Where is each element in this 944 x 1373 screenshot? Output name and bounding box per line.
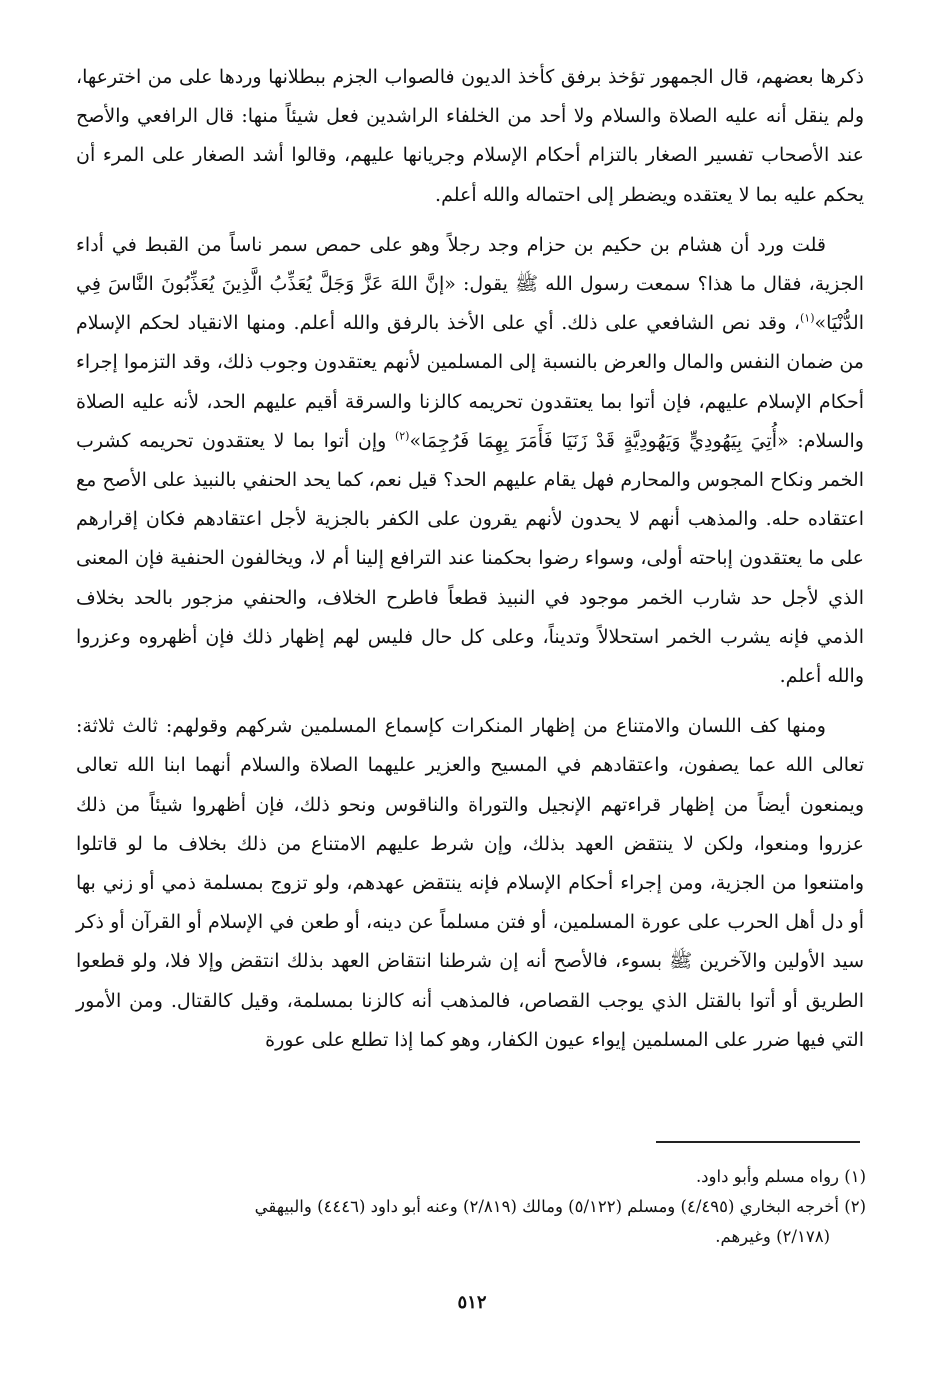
footnote-2: (٢) أخرجه البخاري (٤/٤٩٥) ومسلم (٥/١٢٢) ومالك (٢/٨١٩) وعنه أبو داود (٤٤٤٦) والبيهقي: [254, 1197, 866, 1216]
footnote-1: (١) رواه مسلم وأبو داود.: [695, 1167, 866, 1186]
footnote-ref-2: (٢): [394, 429, 410, 443]
paragraph-2-part-2: ، وقد نص الشافعي على ذلك. أي على الأخذ بالرفق والله أعلم. ومنها الانقياد لحكم الإسلام من ضمان النفس والمال والعرض بالنسبة إلى المسلمين لأنهم يعتقدون وجوب ذلك، وقد التزموا إجراء أحكام الإسلام عليهم، فإن أتوا بما يعتقدون تحريمه كالزنا والسرقة أقيم عليهم الحد، لأنه عليه الصلاة والسلام: «أُتِيَ بِيَهُودِيٍّ وَيَهُودِيَّةٍ قَدْ زَنَيَا فَأَمَرَ بِهِمَا فَرُجِمَا»: [76, 312, 864, 452]
paragraph-2-part-1: قلت ورد أن هشام بن حكيم بن حزام وجد رجلاً وهو على حمص سمر ناساً من القبط في أداء الجزية، فقال ما هذا؟ سمعت رسول الله ﷺ يقول: «إنَّ اللهَ عَزَّ وَجَلَّ يُعَذِّبُ الَّذِينَ يُعَذِّبُونَ النَّاسَ فِي الدُّنْيَا»: [76, 233, 864, 335]
paragraph-2: [76, 226, 864, 696]
paragraph-1: ذكرها بعضهم، قال الجمهور تؤخذ برفق كأخذ الديون فالصواب الجزم ببطلانها وردها على من اخترعها، ولم ينقل أنه عليه الصلاة والسلام ولا أحد من الخلفاء الراشدين فعل شيئاً منها: قال الرافعي والأصح عند الأصحاب تفسير الصغار بالتزام أحكام الإسلام وجريانها عليهم، وقالوا أشد الصغار على المرء أن يحكم عليه بما لا يعتقده ويضطر إلى احتماله والله أعلم.: [76, 66, 864, 206]
paragraph-3: ومنها كف اللسان والامتناع من إظهار المنكرات كإسماع المسلمين شركهم وقولهم: ثالث ثلاثة: تعالى الله عما يصفون، واعتقادهم في المسيح والعزير عليهما الصلاة والسلام أنهما ابنا الله تعالى ويمنعون أيضاً من إظهار قراءتهم الإنجيل والتوراة والناقوس ونحو ذلك، فإن أظهروا شيئاً من ذلك عزروا ومنعوا، ولكن لا ينتقض العهد بذلك، وإن شرط عليهم الامتناع من ذلك بخلاف ما لو قاتلوا وامتنعوا من الجزية، ومن إجراء أحكام الإسلام فإنه ينتقض عهدهم، ولو تزوج بمسلمة ذمي أو زني بها أو دل أهل الحرب على عورة المسلمين، أو فتن مسلماً عن دينه، أو طعن في الإسلام أو القرآن أو ذكر سيد الأولين والآخرين ﷺ بسوء، فالأصح أنه إن شرطنا انتقاض العهد بذلك انتقض وإلا فلا، ولو قطعوا الطريق أو أتوا بالقتل الذي يوجب القصاص، فالمذهب أنه كالزنا بمسلمة، وقيل كالقتال. ومن الأمور التي فيها ضرر على المسلمين إيواء عيون الكفار، وهو كما إذا تطلع على عورة: [76, 715, 864, 1051]
footnote-ref-1: (١): [800, 311, 815, 325]
main-text: [76, 58, 864, 1060]
footnotes: [76, 1162, 866, 1252]
footnote-2-continued: (٢/١٧٨) وغيرهم.: [715, 1227, 830, 1246]
paragraph-2-part-3: وإن أتوا بما لا يعتقدون تحريمه كشرب الخمر ونكاح المجوس والمحارم فهل يقام عليهم الحد؟ قيل نعم، كما يحد الحنفي بالنبيذ على الأصح مع اعتقاده حله. والمذهب أنهم لا يحدون لأنهم يقرون على الكفر بالجزية لأجل اعتقادهم فكان إقرارهم على ما يعتقدون إباحته أولى، وسواء رضوا بحكمنا عند الترافع إلينا أم لا، ويخالفون الحنفية فإن المعنى الذي لأجل حد شارب الخمر موجود في النبيذ قطعاً فاطرح الخلاف، والحنفي مزجور بالحد بخلاف الذمي فإنه يشرب الخمر استحلالاً وتديناً، وعلى كل حال فليس لهم إظهار ذلك فإن أظهروه وعزروا والله أعلم.: [76, 429, 864, 688]
footnote-separator: [656, 1141, 860, 1143]
page-number: ٥١٢: [457, 1292, 487, 1313]
